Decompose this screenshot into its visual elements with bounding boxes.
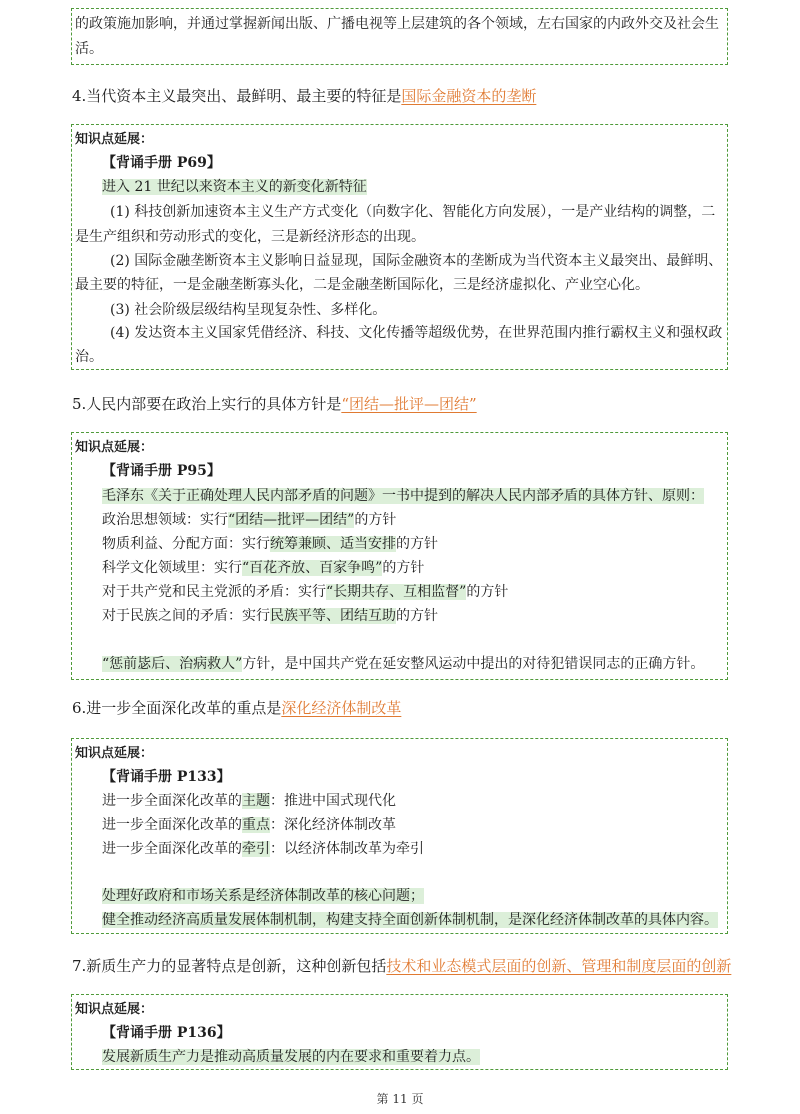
- box-intro: 毛泽东《关于正确处理人民内部矛盾的问题》一书中提到的解决人民内部矛盾的具体方针、原则：: [102, 488, 704, 504]
- box-heading: 知识点延展：: [75, 440, 154, 455]
- reform-theme: 进一步全面深化改革的主题：推进中国式现代化: [102, 793, 396, 809]
- principle-rectification: “惩前毖后、治病救人”方针，是中国共产党在延安整风运动中提出的对待犯错误同志的正确方针。: [102, 656, 705, 672]
- knowledge-box-p136: [71, 994, 728, 1070]
- reform-focus: 进一步全面深化改革的重点：深化经济体制改革: [102, 817, 396, 833]
- box-text-line: 的政策施加影响，并通过掌握新闻出版、广播电视等上层建筑的各个领域，左右国家的内政外交及社会生: [75, 16, 719, 32]
- question-text: 7.新质生产力的显著特点是创新，这种创新包括: [72, 957, 387, 975]
- question-answer: 深化经济体制改革: [281, 699, 402, 717]
- box-heading: 知识点延展：: [75, 132, 154, 147]
- knowledge-box-continued: [71, 8, 728, 65]
- question-text: 5.人民内部要在政治上实行的具体方针是: [72, 395, 342, 413]
- handbook-reference: 【背诵手册 P69】: [102, 155, 221, 171]
- principle-ethnic: 对于民族之间的矛盾：实行民族平等、团结互助的方针: [102, 608, 438, 624]
- handbook-reference: 【背诵手册 P133】: [102, 769, 231, 785]
- reform-content: 健全推动经济高质量发展体制机制，构建支持全面创新体制机制，是深化经济体制改革的具体内容。: [102, 912, 718, 928]
- question-text: 6.进一步全面深化改革的重点是: [72, 699, 282, 717]
- reform-core-issue: 处理好政府和市场关系是经济体制改革的核心问题；: [102, 888, 424, 904]
- question-answer: “团结—批评—团结”: [341, 395, 477, 413]
- box-text-line: 发展新质生产力是推动高质量发展的内在要求和重要着力点。: [102, 1049, 480, 1065]
- question-6: [72, 696, 401, 720]
- box-text-line: 最主要的特征，一是金融垄断寡头化，二是金融垄断国际化，三是经济虚拟化、产业空心化。: [75, 277, 649, 293]
- principle-parties: 对于共产党和民主党派的矛盾：实行“长期共存、互相监督”的方针: [102, 584, 509, 600]
- box-text-line: 治。: [75, 349, 103, 365]
- knowledge-box-p95: [71, 432, 728, 680]
- box-text-line: (2) 国际金融垄断资本主义影响日益显现，国际金融资本的垄断成为当代资本主义最突出、最鲜明、: [110, 253, 723, 269]
- principle-culture: 科学文化领域里：实行“百花齐放、百家争鸣”的方针: [102, 560, 425, 576]
- box-text-line: (3) 社会阶级层级结构呈现复杂性、多样化。: [110, 302, 387, 318]
- question-answer: 国际金融资本的垄断: [401, 87, 537, 105]
- box-heading: 知识点延展：: [75, 1002, 154, 1017]
- knowledge-box-p133: [71, 738, 728, 934]
- handbook-reference: 【背诵手册 P95】: [102, 463, 221, 479]
- reform-driver: 进一步全面深化改革的牵引：以经济体制改革为牵引: [102, 841, 424, 857]
- handbook-reference: 【背诵手册 P136】: [102, 1025, 231, 1041]
- box-subtitle: 进入 21 世纪以来资本主义的新变化新特征: [102, 179, 367, 195]
- page-number: 第 11 页: [376, 1092, 424, 1106]
- question-answer: 技术和业态模式层面的创新、管理和制度层面的创新: [386, 957, 732, 975]
- knowledge-box-p69: [71, 124, 728, 370]
- principle-material: 物质利益、分配方面：实行统筹兼顾、适当安排的方针: [102, 536, 438, 552]
- principle-politics: 政治思想领域：实行“团结—批评—团结”的方针: [102, 512, 397, 528]
- box-text-line: 活。: [75, 41, 103, 57]
- question-5: [72, 392, 477, 416]
- box-text-line: 是生产组织和劳动形式的变化，三是新经济形态的出现。: [75, 229, 425, 245]
- box-text-line: (4) 发达资本主义国家凭借经济、科技、文化传播等超级优势，在世界范围内推行霸权主义和强权政: [110, 325, 723, 341]
- box-heading: 知识点延展：: [75, 746, 154, 761]
- question-text: 4.当代资本主义最突出、最鲜明、最主要的特征是: [72, 87, 402, 105]
- question-7: [72, 954, 731, 978]
- question-4: [72, 84, 536, 108]
- box-text-line: (1) 科技创新加速资本主义生产方式变化（向数字化、智能化方向发展），一是产业结构的调整，二: [110, 204, 716, 220]
